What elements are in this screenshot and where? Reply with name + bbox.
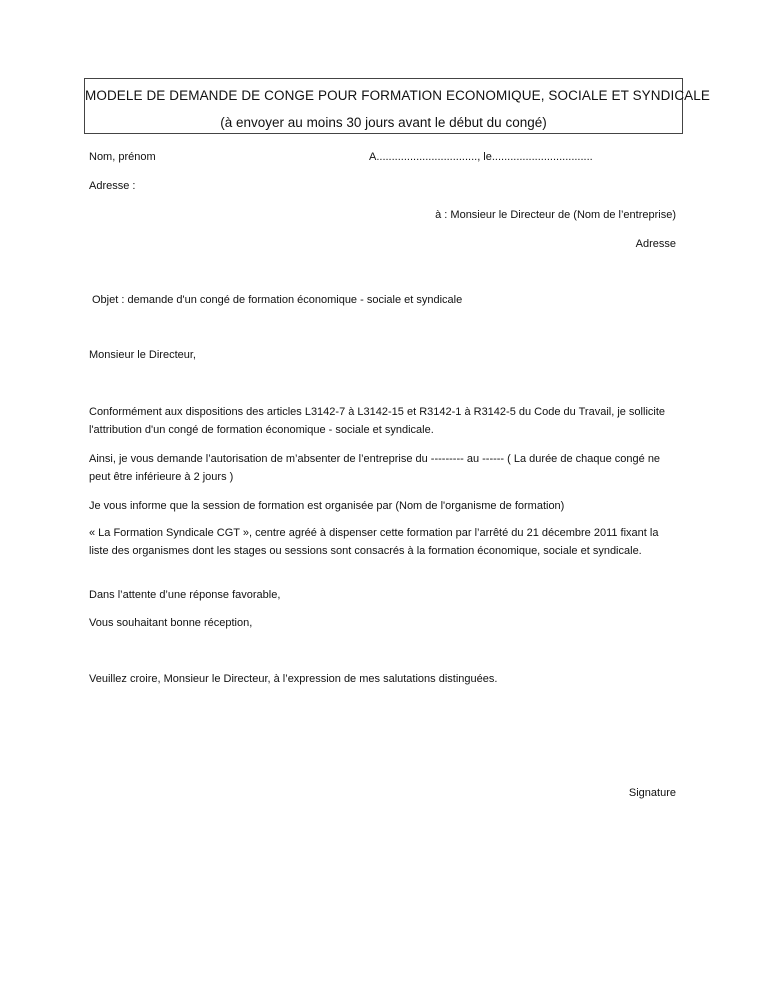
closing-formula: Veuillez croire, Monsieur le Directeur, à l’expression de mes salutations distinguées. bbox=[89, 673, 498, 685]
paragraph-good-reception: Vous souhaitant bonne réception, bbox=[89, 617, 253, 629]
subject-line: Objet : demande d'un congé de formation économique - sociale et syndicale bbox=[92, 294, 463, 306]
paragraph-awaiting-response: Dans l’attente d’une réponse favorable, bbox=[89, 589, 281, 601]
sender-address-label: Adresse : bbox=[89, 180, 136, 192]
sender-name-label: Nom, prénom bbox=[89, 151, 156, 163]
place-date-line: A................................., le................................. bbox=[369, 151, 593, 163]
paragraph-cgt-centre: « La Formation Syndicale CGT », centre agréé à dispenser cette formation par l’arrêté du 21 décembre 2011 fixant la liste des organismes dont les stages ou sessions sont consacrés à la formation économique, sociale et syndicale. bbox=[89, 527, 659, 557]
paragraph-articles: Conformément aux dispositions des articles L3142-7 à L3142-15 et R3142-1 à R3142-5 du Code du Travail, je sollicite l'attribution d'un congé de formation économique - sociale et syndicale. bbox=[89, 406, 666, 436]
title-box bbox=[84, 78, 710, 134]
paragraph-absence-dates: Ainsi, je vous demande l’autorisation de m’absenter de l’entreprise du --------- au ------ ( La durée de chaque congé ne peut être inférieure à 2 jours ) bbox=[89, 453, 661, 483]
document-title: MODELE DE DEMANDE DE CONGE POUR FORMATION ECONOMIQUE, SOCIALE ET SYNDICALE bbox=[85, 88, 710, 103]
paragraph-organiser: Je vous informe que la session de formation est organisée par (Nom de l'organisme de formation) bbox=[89, 500, 565, 512]
recipient-address: Adresse bbox=[635, 238, 676, 250]
salutation: Monsieur le Directeur, bbox=[89, 349, 196, 361]
recipient-line: à : Monsieur le Directeur de (Nom de l’entreprise) bbox=[435, 209, 676, 221]
signature-label: Signature bbox=[628, 787, 676, 799]
document-subtitle: (à envoyer au moins 30 jours avant le début du congé) bbox=[220, 115, 547, 130]
